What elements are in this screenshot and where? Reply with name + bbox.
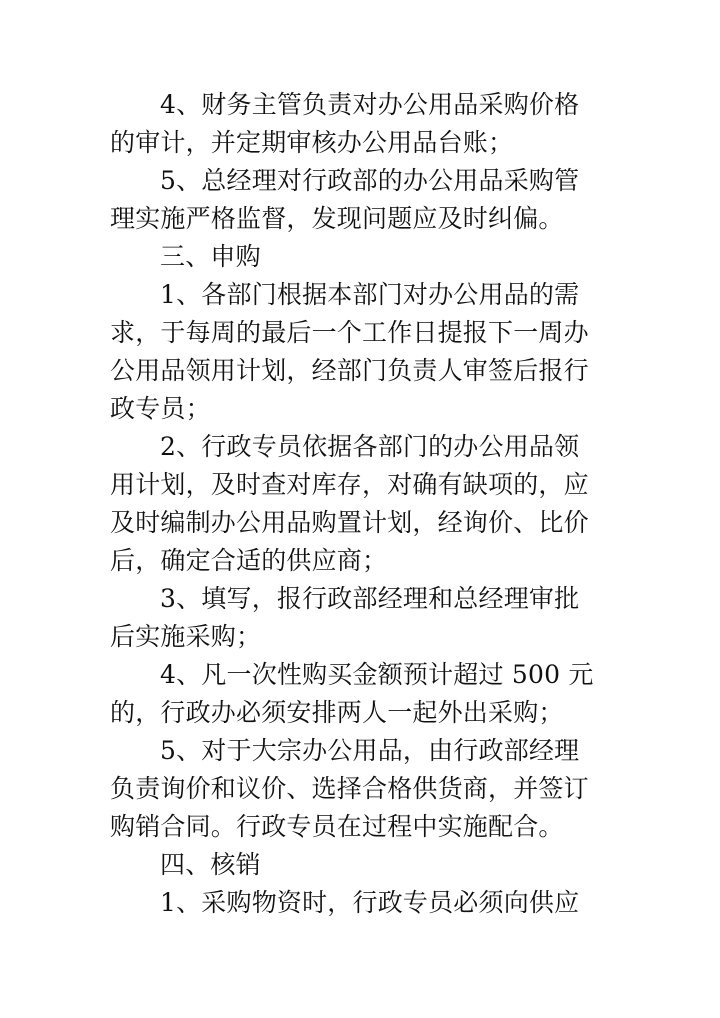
text-line: 4、凡一次性购买金额预计超过 500 元 [160, 660, 594, 689]
text-line: 政专员； [110, 394, 211, 423]
text-line: 的审计，并定期审核办公用品台账； [110, 128, 514, 157]
text-line: 后，确定合适的供应商； [110, 546, 388, 575]
text-line: 5、对于大宗办公用品，由行政部经理 [160, 736, 580, 765]
text-line: 公用品领用计划，经部门负责人审签后报行 [110, 356, 589, 385]
text-line: 求，于每周的最后一个工作日提报下一周办 [110, 318, 589, 347]
text-line: 购销合同。行政专员在过程中实施配合。 [110, 812, 564, 841]
section-heading: 三、申购 [160, 242, 261, 271]
text-line: 3、填写，报行政部经理和总经理审批 [160, 584, 580, 613]
text-line: 2、行政专员依据各部门的办公用品领 [160, 432, 580, 461]
document-body [110, 86, 610, 922]
text-line: 用计划，及时查对库存，对确有缺项的，应 [110, 470, 589, 499]
section-heading: 四、核销 [160, 850, 261, 879]
text-line: 负责询价和议价、选择合格供货商，并签订 [110, 774, 589, 803]
text-line: 4、财务主管负责对办公用品采购价格 [160, 90, 580, 119]
text-line: 及时编制办公用品购置计划，经询价、比价 [110, 508, 589, 537]
text-line: 5、总经理对行政部的办公用品采购管 [160, 166, 580, 195]
text-line: 1、各部门根据本部门对办公用品的需 [160, 280, 580, 309]
text-line: 的，行政办必须安排两人一起外出采购； [110, 698, 564, 727]
text-line: 后实施采购； [110, 622, 262, 651]
text-line: 1、采购物资时，行政专员必须向供应 [160, 888, 580, 917]
text-line: 理实施严格监督，发现问题应及时纠偏。 [110, 204, 564, 233]
